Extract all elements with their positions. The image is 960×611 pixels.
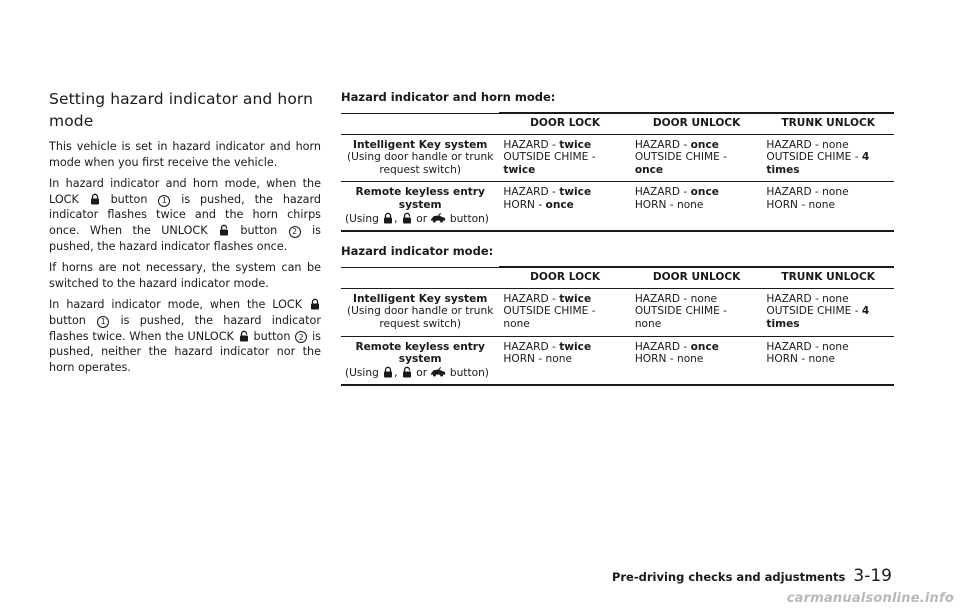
lock-icon [309,298,321,310]
table-row [341,288,894,336]
cell-line: HAZARD - once [634,138,719,151]
cell-line: once [634,163,664,176]
cell-line: HORN - none [503,353,572,366]
tables-column [341,90,894,386]
paragraph-4: In hazard indicator mode, when the LOCK button 1 is pushed, the hazard indicator flashes twice. When the UNLOCK button 2 is pushed, neither the hazard indicator nor the horn operates. [49,298,321,374]
cell-line: HORN - none [766,198,835,211]
cell-line: OUTSIDE CHIME - [634,305,727,318]
table-cell [631,288,763,336]
cell-line: HAZARD - twice [503,186,592,199]
mode-table [341,266,894,386]
table-cell [762,288,894,336]
table-cell [499,336,630,385]
callout-1-icon: 1 [158,195,170,207]
row-using-note: (Using , or button) [345,366,489,379]
paragraph-2: In hazard indicator and horn mode, when the LOCK button 1 is pushed, the hazard indicator flashes twice and the horn chirps once. When the UNLOCK button 2 is pushed, the hazard indicator flashes once. [49,177,322,253]
row-header [341,134,499,182]
cell-line: HAZARD - none [766,186,849,199]
callout-2-icon: 2 [289,226,301,238]
watermark: carmanualsonline.info [786,591,954,606]
column-header: TRUNK UNLOCK [762,113,894,134]
row-using-note: (Using , or button) [345,212,489,225]
cell-line: OUTSIDE CHIME - 4 [766,305,870,318]
table-corner-cell [341,267,499,288]
row-header [341,288,499,336]
cell-line: HAZARD - none [634,292,718,305]
column-header: DOOR UNLOCK [631,113,763,134]
column-header: TRUNK UNLOCK [762,267,894,288]
row-title: Intelligent Key system [353,138,488,151]
trunk-icon [430,366,446,378]
table-row [341,134,894,182]
table-row [341,182,894,231]
cell-line: HAZARD - once [634,340,719,353]
page-footer [612,566,892,586]
unlock-icon [218,224,230,236]
row-header [341,336,499,385]
cell-line: times [766,317,800,330]
cell-line: HORN - none [766,353,835,366]
cell-line: twice [503,163,536,176]
row-header [341,182,499,231]
cell-line: HAZARD - twice [503,138,592,151]
cell-line: none [503,317,530,330]
cell-line: HORN - none [634,353,704,366]
cell-line: HAZARD - none [766,340,849,353]
cell-line: HORN - once [503,198,574,211]
column-header: DOOR LOCK [499,267,630,288]
table-cell [631,182,763,231]
table-cell [631,134,763,182]
cell-line: OUTSIDE CHIME - [634,151,727,164]
section-title: Setting hazard indicator and horn mode [49,90,314,130]
table-cell [499,288,630,336]
cell-line: HAZARD - twice [503,340,592,353]
cell-line: HAZARD - none [766,292,849,305]
table-cell [762,182,894,231]
cell-line: HAZARD - none [766,138,849,151]
cell-line: OUTSIDE CHIME - [503,151,596,164]
cell-line: OUTSIDE CHIME - [503,305,596,318]
table-cell [499,134,630,182]
table-heading: Hazard indicator and horn mode: [341,90,556,104]
footer-section-title: Pre-driving checks and adjustments [611,570,846,584]
unlock-icon [238,330,250,342]
cell-line: HAZARD - once [634,186,719,199]
row-title: Remote keyless entry system [355,340,485,366]
table-corner-cell [341,113,499,134]
table-cell [762,134,894,182]
callout-2-icon: 2 [295,331,307,343]
cell-line: OUTSIDE CHIME - 4 [766,151,870,164]
callout-1-icon: 1 [97,316,109,328]
trunk-icon [430,212,446,224]
intro-column [49,88,321,381]
unlock-icon [401,212,413,224]
table-cell [499,182,630,231]
lock-icon [382,212,394,224]
row-title: Remote keyless entry system [355,186,485,211]
cell-line: times [766,163,800,176]
column-header: DOOR UNLOCK [631,267,763,288]
cell-line: HORN - none [634,198,704,211]
cell-line: none [634,317,662,330]
lock-icon [382,366,394,378]
paragraph-3: If horns are not necessary, the system can be switched to the hazard indicator mode. [49,261,321,290]
row-subtitle: (Using door handle or trunk request switch) [347,305,494,330]
table-heading: Hazard indicator mode: [341,244,494,259]
cell-line: HAZARD - twice [503,292,592,305]
table-row [341,336,894,385]
lock-icon [89,193,101,205]
column-header: DOOR LOCK [499,113,630,134]
mode-table [341,112,894,232]
table-cell [631,336,763,385]
row-subtitle: (Using door handle or trunk request switch) [347,151,494,176]
page-number: 3-19 [853,566,892,586]
row-title: Intelligent Key system [353,292,488,305]
unlock-icon [401,366,413,378]
table-cell [762,336,894,385]
paragraph-1: This vehicle is set in hazard indicator and horn mode when you first receive the vehicle. [49,140,321,169]
